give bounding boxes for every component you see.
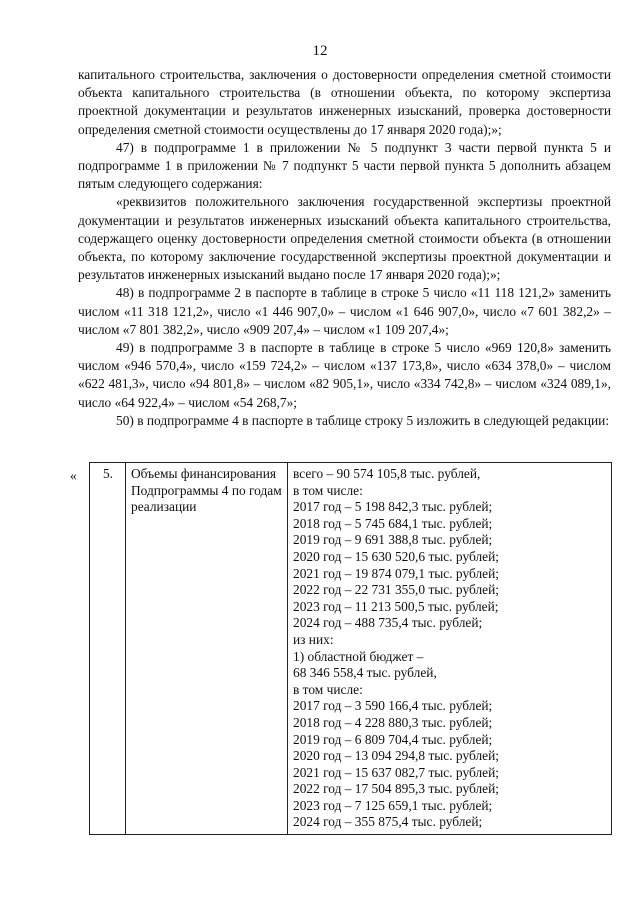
funding-line: всего – 90 574 105,8 тыс. рублей,: [293, 466, 481, 481]
funding-line: 2023 год – 11 213 500,5 тыс. рублей;: [293, 598, 499, 614]
paragraph-item-50: 50) в подпрограмме 4 в паспорте в таблице строку 5 изложить в следующей редакции:: [116, 412, 610, 428]
row-name-cell: Объемы финансирования Подпрограммы 4 по годам реализации: [126, 463, 288, 835]
paragraph-item-47: 47) в подпрограмме 1 в приложении № 5 подпункт 3 части первой пункта 5 и подпрограмме 1 в приложении № 7 подпункт 5 части первой пункта 5 дополнить абзацем пятым следующего содержания:: [78, 139, 611, 192]
funding-line: 2024 год – 355 875,4 тыс. рублей;: [293, 814, 483, 830]
funding-line: 2018 год – 4 228 880,3 тыс. рублей;: [293, 714, 493, 730]
funding-line: 2022 год – 22 731 355,0 тыс. рублей;: [293, 582, 499, 598]
funding-line: 2021 год – 15 637 082,7 тыс. рублей;: [293, 764, 499, 780]
funding-line: 68 346 558,4 тыс. рублей,: [293, 665, 437, 681]
paragraph-quote: «реквизитов положительного заключения государственной экспертизы проектной документации и результатов инженерных изысканий объекта капитального строительства, содержащего оценку достоверности определения сметной стоимости объекта (в отношении объекта, по которому заключение государственной экспертизы проектной документации и результатов инженерных изысканий выдано после 17 января 2020 года);»;: [78, 194, 611, 283]
funding-line: из них:: [293, 631, 334, 647]
paragraph-item-49: 49) в подпрограмме 3 в паспорте в таблице в строке 5 число «969 120,8» заменить числом «946 570,4», число «159 724,2» – числом «137 173,8», число «634 378,0» – числом «622 481,3», число «94 801,8» – числом «82 905,1», число «334 742,8» – числом «324 089,1», число «64 922,4» – числом «54 268,7»;: [78, 340, 611, 410]
funding-line: 2017 год – 3 590 166,4 тыс. рублей;: [293, 698, 493, 714]
paragraph-continuation: капитального строительства, заключения о достоверности определения сметной стоимости объекта капитального строительства (в отношении объекта, по которому экспертиза проектной документации и результатов инженерных изысканий, проверка достоверности определения сметной стоимости осуществлены до 17 января 2020 года);»;: [78, 67, 611, 137]
passport-table: [89, 462, 612, 835]
paragraph-item-48: 48) в подпрограмме 2 в паспорте в таблице в строке 5 число «11 118 121,2» заменить числом «11 318 121,2», число «1 446 907,0» – числом «1 646 907,0», число «7 601 382,2» – числом «7 801 382,2», число «909 207,4» – числом «1 109 207,4»;: [78, 285, 611, 337]
funding-line: в том числе:: [293, 482, 363, 498]
funding-line: 2023 год – 7 125 659,1 тыс. рублей;: [293, 797, 493, 813]
funding-line: 2024 год – 488 735,4 тыс. рублей;: [293, 615, 483, 631]
page-number: 12: [312, 43, 328, 59]
table-row: [90, 463, 612, 835]
body-text: [78, 66, 611, 430]
funding-line: 1) областной бюджет –: [293, 648, 424, 664]
funding-line: 2019 год – 6 809 704,4 тыс. рублей;: [293, 731, 493, 747]
funding-line: 2022 год – 17 504 895,3 тыс. рублей;: [293, 781, 499, 797]
funding-line: 2019 год – 9 691 388,8 тыс. рублей;: [293, 532, 493, 548]
funding-line: 2017 год – 5 198 842,3 тыс. рублей;: [293, 499, 493, 515]
funding-line: 2021 год – 19 874 079,1 тыс. рублей;: [293, 565, 499, 581]
funding-line: 2020 год – 13 094 294,8 тыс. рублей;: [293, 748, 499, 764]
table-open-quote: «: [70, 468, 77, 483]
row-number-cell: 5.: [90, 463, 126, 835]
funding-line: в том числе:: [293, 681, 363, 697]
funding-line: 2020 год – 15 630 520,6 тыс. рублей;: [293, 548, 499, 564]
funding-line: 2018 год – 5 745 684,1 тыс. рублей;: [293, 515, 493, 531]
funding-cell: [288, 463, 612, 835]
